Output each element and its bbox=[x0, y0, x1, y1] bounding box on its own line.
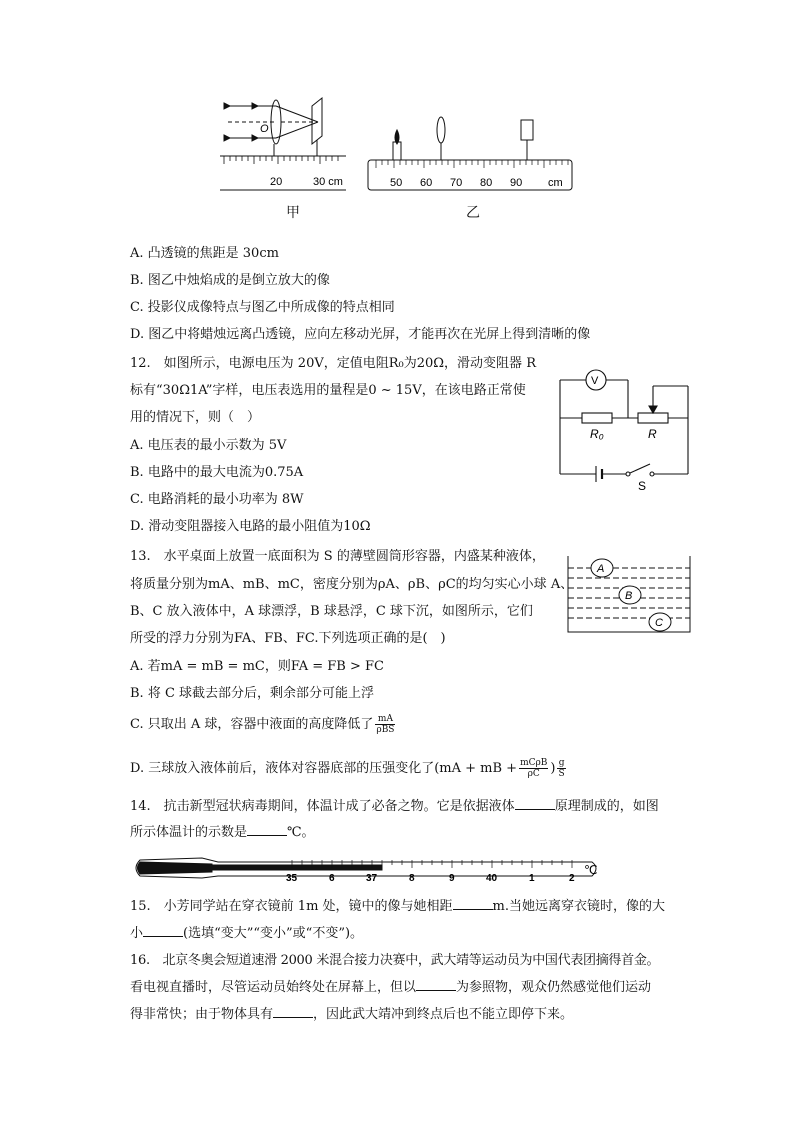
q14-blank-2[interactable] bbox=[247, 823, 287, 836]
therm-tick-40: 40 bbox=[486, 873, 498, 884]
q14-line-1 bbox=[130, 797, 659, 817]
q14-text-b: 原理制成的，如图 bbox=[554, 799, 659, 814]
q16-line-2 bbox=[130, 978, 651, 998]
yi-tick-70: 70 bbox=[450, 177, 463, 189]
q11-option-c: C. 投影仪成像特点与图乙中所成像的特点相同 bbox=[130, 300, 395, 315]
therm-tick-35: 35 bbox=[286, 873, 298, 884]
q16-line-1: 16. 北京冬奥会短道速滑 2000 米混合接力决赛中，武大靖等运动员为中国代表团摘得首金。 bbox=[130, 953, 660, 968]
frac-den: ρC bbox=[527, 769, 540, 779]
q11-option-b: B. 图乙中烛焰成的是倒立放大的像 bbox=[130, 273, 330, 288]
figure-yi bbox=[366, 112, 576, 194]
q16-text-b: 为参照物，观众仍然感觉他们运动 bbox=[456, 980, 652, 995]
caption-jia: 甲 bbox=[286, 205, 300, 221]
q16-text-d: ，因此武大靖冲到终点后也不能立即停下来。 bbox=[313, 1007, 574, 1022]
q12-option-a: A. 电压表的最小示数为 5V bbox=[130, 438, 287, 453]
q14-line-2 bbox=[130, 823, 315, 843]
q12-option-d: D. 滑动变阻器接入电路的最小阻值为10Ω bbox=[130, 519, 371, 534]
frac-num: mCρB bbox=[520, 758, 548, 768]
q13-option-c-frac bbox=[375, 714, 395, 735]
switch-label: S bbox=[638, 479, 647, 493]
q12-option-b: B. 电路中的最大电流为0.75A bbox=[130, 465, 304, 480]
q13-option-d-frac2 bbox=[557, 758, 565, 779]
q13-option-c bbox=[130, 714, 397, 735]
r-label: R bbox=[648, 427, 657, 441]
q15-text-d: (选填“变大”“变小”或“不变”)。 bbox=[183, 926, 364, 941]
frac-num: mA bbox=[375, 714, 395, 725]
thermometer-figure bbox=[132, 852, 602, 884]
q15-line-2 bbox=[130, 924, 363, 944]
q15-text-b: m.当她远离穿衣镜时，像的大 bbox=[492, 899, 666, 914]
q14-text-a: 14. 抗击新型冠状病毒期间，体温计成了必备之物。它是依据液体 bbox=[130, 799, 515, 814]
q12-circuit bbox=[552, 364, 692, 494]
q11-option-a: A. 凸透镜的焦距是 30cm bbox=[130, 246, 279, 261]
q15-blank-2[interactable] bbox=[143, 924, 183, 937]
q15-line-1 bbox=[130, 897, 665, 917]
q15-blank-1[interactable] bbox=[453, 897, 493, 910]
q13-container-figure bbox=[566, 554, 692, 636]
therm-tick-9: 9 bbox=[449, 873, 455, 884]
q13-option-c-text: C. 只取出 A 球，容器中液面的高度降低了 bbox=[130, 717, 374, 732]
q12-stem-2: 标有“30Ω1A”字样，电压表选用的量程是0 ~ 15V，在该电路正常使 bbox=[130, 383, 526, 398]
frac-num: g bbox=[558, 758, 565, 768]
q14-text-c: 所示体温计的示数是 bbox=[130, 825, 248, 840]
frac-den: S bbox=[558, 769, 565, 779]
q13-stem-3: B、C 放入液体中，A 球漂浮，B 球悬浮，C 球下沉，如图所示，它们 bbox=[130, 604, 533, 619]
q11-option-d: D. 图乙中将蜡烛远离凸透镜，应向左移动光屏，才能再次在光屏上得到清晰的像 bbox=[130, 327, 591, 342]
q12-option-c: C. 电路消耗的最小功率为 8W bbox=[130, 492, 304, 507]
q13-option-b: B. 将 C 球截去部分后，剩余部分可能上浮 bbox=[130, 686, 375, 701]
therm-tick-6: 6 bbox=[329, 873, 335, 884]
tick-30cm: 30 cm bbox=[313, 176, 343, 188]
therm-unit: ℃ bbox=[584, 863, 598, 877]
close-paren: ) bbox=[550, 761, 556, 776]
q15-text-c: 小 bbox=[130, 926, 144, 941]
voltmeter-label: V bbox=[591, 375, 599, 387]
ball-b-label: B bbox=[625, 590, 633, 602]
q13-option-d-frac bbox=[519, 758, 548, 779]
q16-blank-2[interactable] bbox=[273, 1005, 313, 1018]
ball-a-label: A bbox=[597, 563, 605, 575]
figure-jia bbox=[218, 92, 358, 192]
q13-stem-4: 所受的浮力分别为FA、FB、FC.下列选项正确的是( ) bbox=[130, 631, 446, 646]
therm-tick-2: 2 bbox=[569, 873, 575, 884]
q14-blank-1[interactable] bbox=[515, 797, 555, 810]
q13-option-d-text: D. 三球放入液体前后，液体对容器底部的压强变化了(mA + mB + bbox=[130, 761, 518, 776]
yi-tick-60: 60 bbox=[420, 177, 433, 189]
q12-stem-3: 用的情况下，则（ ） bbox=[130, 410, 261, 425]
yi-tick-90: 90 bbox=[510, 177, 523, 189]
q14-text-d: ℃。 bbox=[287, 825, 315, 840]
q13-stem-2: 将质量分别为mA、mB、mC，密度分别为ρA、ρB、ρC的均匀实心小球 A、 bbox=[130, 577, 574, 592]
q16-blank-1[interactable] bbox=[416, 978, 456, 991]
tick-20: 20 bbox=[270, 176, 283, 188]
yi-tick-50: 50 bbox=[390, 177, 403, 189]
yi-tick-80: 80 bbox=[480, 177, 493, 189]
q13-stem-1: 13. 水平桌面上放置一底面积为 S 的薄壁圆筒形容器，内盛某种液体， bbox=[130, 549, 545, 564]
yi-tick-cm: cm bbox=[548, 177, 563, 189]
q13-option-d bbox=[130, 758, 568, 779]
therm-tick-37: 37 bbox=[366, 873, 378, 884]
lens-label-o: O bbox=[260, 123, 269, 135]
q16-line-3 bbox=[130, 1005, 573, 1025]
q13-option-a: A. 若mA = mB = mC，则FA = FB > FC bbox=[130, 659, 384, 674]
q16-text-c: 得非常快；由于物体具有 bbox=[130, 1007, 274, 1022]
ball-c-label: C bbox=[655, 617, 663, 629]
q16-text-a: 看电视直播时，尽管运动员始终处在屏幕上，但以 bbox=[130, 980, 417, 995]
q12-stem-1: 12. 如图所示，电源电压为 20V，定值电阻R₀为20Ω，滑动变阻器 R bbox=[130, 356, 536, 371]
r0-label: R₀ bbox=[590, 427, 604, 441]
therm-tick-8: 8 bbox=[409, 873, 415, 884]
therm-tick-1: 1 bbox=[529, 873, 535, 884]
frac-den: ρBS bbox=[376, 725, 395, 735]
caption-yi: 乙 bbox=[466, 205, 480, 221]
q15-text-a: 15. 小芳同学站在穿衣镜前 1m 处，镜中的像与她相距 bbox=[130, 899, 453, 914]
